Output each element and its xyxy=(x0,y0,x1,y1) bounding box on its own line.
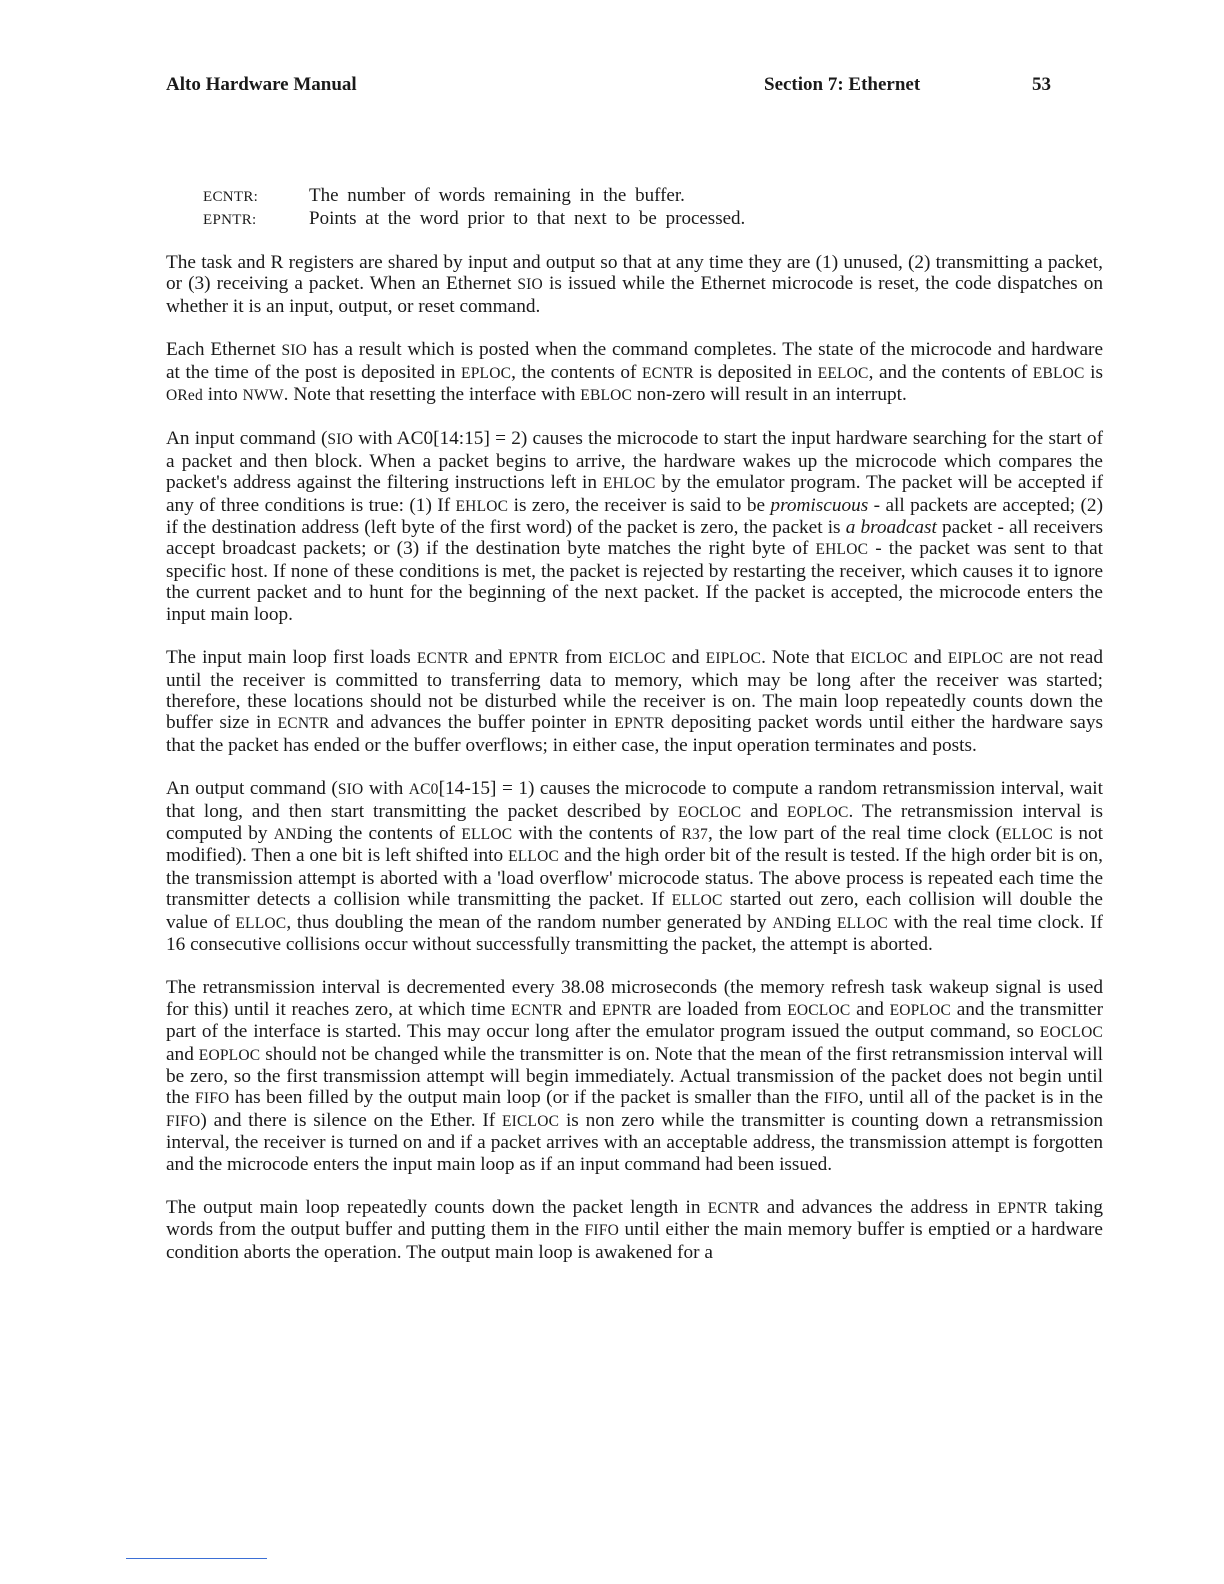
text-run: The input main loop first loads xyxy=(166,647,417,669)
text-run: Each Ethernet xyxy=(166,339,282,361)
keyword: FIFO xyxy=(824,1090,859,1108)
text-run: taking words from the output buffer and putting them in the xyxy=(166,1197,1104,1241)
text-run: with xyxy=(363,778,409,800)
keyword: EPLOC xyxy=(461,364,512,382)
paragraph-retransmission-interval xyxy=(166,977,1103,1175)
keyword: SIO xyxy=(281,342,308,360)
text-run: is not modified). Then a one bit is left shifted into xyxy=(166,822,1103,867)
manual-title: Alto Hardware Manual xyxy=(166,74,357,95)
definition-epntr xyxy=(203,208,745,231)
keyword: SIO xyxy=(327,431,353,449)
text-run: started out zero, each collision will double the value of xyxy=(166,889,1103,933)
text-run: and xyxy=(166,1043,199,1065)
text-run: and xyxy=(850,998,890,1020)
keyword: SIO xyxy=(517,276,543,294)
text-run: , the contents of xyxy=(511,361,642,383)
text-run: and xyxy=(741,800,788,822)
text-run: and the high order bit of the result is tested. If the high order bit is on, the transmission attempt is aborted with a 'load overflow' microcode status. The above process is repeated each time the transmitter detects a collision while transmitting the packet. If xyxy=(166,845,1103,911)
definition-term: ECNTR: xyxy=(203,189,259,205)
keyword: EPNTR xyxy=(601,1001,653,1019)
paragraph-sio-result xyxy=(166,339,1103,406)
text-run: An output command ( xyxy=(166,778,338,800)
keyword: AND xyxy=(772,914,807,932)
keyword: ELLOC xyxy=(508,848,560,866)
emphasis: promiscuous xyxy=(770,494,869,516)
keyword: SIO xyxy=(337,781,364,799)
text-run: is deposited in xyxy=(693,361,818,383)
text-run: has a result which is posted when the command completes. The state of the microcode and hardware at the time of the post is deposited in xyxy=(166,339,1103,383)
definition-term: EPNTR: xyxy=(203,212,257,228)
text-run: and xyxy=(907,647,948,669)
keyword: ELLOC xyxy=(235,914,287,932)
text-run: non-zero will result in an interrupt. xyxy=(632,384,907,406)
text-run: The output main loop repeatedly counts down the packet length in xyxy=(166,1197,708,1219)
page-number: 53 xyxy=(1032,74,1051,95)
keyword: EOPLOC xyxy=(198,1046,261,1064)
text-run: , until all of the packet is in the xyxy=(858,1087,1103,1109)
register-definitions xyxy=(203,185,745,231)
keyword: ECNTR xyxy=(510,1001,563,1019)
text-run: . The retransmission interval is computed by xyxy=(166,800,1103,844)
text-run: The task and R registers are shared by input and output so that at any time they are (1) unused, (2) transmitting a packet, or (3) receiving a packet. When an Ethernet xyxy=(166,252,1103,295)
keyword: ELLOC xyxy=(671,892,723,910)
definition-text: Points at the word prior to that next to be processed. xyxy=(309,208,746,229)
keyword: ECNTR xyxy=(416,650,469,668)
emphasis: a broadcast xyxy=(845,517,937,539)
text-run: and the transmitter part of the interface is started. This may occur long after the emulator program issued the output command, so xyxy=(166,998,1103,1043)
text-run: , the low part of the real time clock ( xyxy=(707,822,1003,844)
keyword: EHLOC xyxy=(455,497,509,515)
footnote-rule xyxy=(126,1558,267,1559)
keyword: R37 xyxy=(681,825,708,843)
text-run: . Note that xyxy=(761,647,851,669)
keyword: EOCLOC xyxy=(1039,1024,1103,1042)
keyword: EHLOC xyxy=(602,475,656,493)
keyword: EOPLOC xyxy=(889,1001,952,1019)
keyword: FIFO xyxy=(166,1112,201,1130)
text-run: ing xyxy=(806,911,837,933)
keyword: EPNTR xyxy=(614,715,665,733)
keyword: ELLOC xyxy=(836,914,888,932)
text-run: and advances the buffer pointer in xyxy=(329,712,615,734)
paragraph-output-command xyxy=(166,778,1103,955)
text-run: - the packet was sent to that specific host. If none of these conditions is met, the packet is rejected by restarting the receiver, which causes it to ignore the current packet and to hunt for the beginning of the next packet. If the packet is accepted, the microcode enters the input main loop. xyxy=(166,538,1103,625)
keyword: EBLOC xyxy=(1032,364,1085,382)
text-run: and xyxy=(665,647,706,669)
text-run: with the real time clock. If 16 consecutive collisions occur without successfully transmitting the packet, the attempt is aborted. xyxy=(166,911,1103,955)
keyword: ELLOC xyxy=(1002,825,1054,843)
text-run: ) and there is silence on the Ether. If xyxy=(200,1109,502,1131)
keyword: EICLOC xyxy=(608,650,666,668)
text-run: , and the contents of xyxy=(868,361,1033,383)
text-run: are not read until the receiver is committed to transferring data to memory, which may be long after the receiver was started; therefore, these locations should not be disturbed while the receiver is on. The main loop repeatedly counts down the buffer size in xyxy=(166,647,1103,734)
text-run: , thus doubling the mean of the random number generated by xyxy=(286,911,773,933)
keyword: EPNTR xyxy=(508,650,559,668)
text-run: is issued while the Ethernet microcode is reset, the code dispatches on whether it is an input, output, or reset command. xyxy=(166,273,1103,317)
definition-text: The number of words remaining in the buffer. xyxy=(309,185,685,206)
keyword: FIFO xyxy=(195,1090,230,1108)
keyword: AND xyxy=(273,825,308,843)
definition-ecntr xyxy=(203,185,745,208)
running-header xyxy=(166,74,1056,102)
keyword: EIPLOC xyxy=(947,650,1004,668)
keyword: EBLOC xyxy=(580,387,633,405)
paragraph-input-command xyxy=(166,428,1103,625)
text-run: and xyxy=(468,647,509,669)
text-run: should not be changed while the transmitter is on. Note that the mean of the first retransmission interval will be zero, so the first transmission attempt will begin immediately. Actual transmission of the packet does not begin until the xyxy=(166,1043,1103,1109)
text-run: packet - all receivers accept broadcast packets; or (3) if the destination byte matches the right byte of xyxy=(166,517,1103,560)
text-run: An input command ( xyxy=(166,428,328,450)
text-run: [14-15] = 1) causes the microcode to compute a random retransmission interval, wait that long, and then start transmitting the packet described by xyxy=(166,778,1104,822)
keyword: ORed xyxy=(166,387,203,405)
text-run: are loaded from xyxy=(652,998,788,1020)
text-run: depositing packet words until either the hardware says that the packet has ended or the buffer overflows; in either case, the input operation terminates and posts. xyxy=(166,712,1103,756)
keyword: ELLOC xyxy=(461,825,513,843)
text-run: into xyxy=(202,384,243,406)
text-run: ing the contents of xyxy=(307,822,462,844)
text-run: until either the main memory buffer is emptied or a hardware condition aborts the operation. The output main loop is awakened for a xyxy=(166,1219,1103,1263)
text-run: . Note that resetting the interface with xyxy=(283,384,581,406)
text-run: from xyxy=(558,647,609,669)
keyword: EOPLOC xyxy=(787,803,849,821)
keyword: ECNTR xyxy=(707,1200,760,1218)
text-run: is zero, the receiver is said to be xyxy=(508,494,771,516)
text-run: is xyxy=(1084,361,1103,383)
text-run: has been filled by the output main loop (or if the packet is smaller than the xyxy=(229,1087,825,1109)
text-run: with AC0[14:15] = 2) causes the microcode to start the input hardware searching for the start of a packet and then block. When a packet begins to arrive, the hardware wakes up the microcode which compares the packet's address against the filtering instructions left in xyxy=(166,428,1103,494)
keyword: EOCLOC xyxy=(678,803,742,821)
text-run: The retransmission interval is decremented every 38.08 microseconds (the memory refresh task wakeup signal is used for this) until it reaches zero, at which time xyxy=(166,977,1103,1020)
section-title: Section 7: Ethernet xyxy=(764,74,921,95)
keyword: FIFO xyxy=(584,1222,620,1240)
body-text xyxy=(166,252,1103,1285)
keyword: EELOC xyxy=(817,364,869,382)
text-run: by the emulator program. The packet will be accepted if any of three conditions is true: (1) If xyxy=(166,472,1103,516)
keyword: EPNTR xyxy=(997,1200,1048,1218)
keyword: EIPLOC xyxy=(705,650,762,668)
paragraph-output-main-loop xyxy=(166,1197,1103,1263)
text-run: - all packets are accepted; (2) if the destination address (left byte of the first word) of the packet is zero, the packet is xyxy=(166,494,1103,539)
keyword: NWW xyxy=(242,387,284,405)
text-run: with the contents of xyxy=(512,822,682,844)
keyword: EOCLOC xyxy=(787,1001,851,1019)
keyword: ECNTR xyxy=(277,715,330,733)
text-run: and advances the address in xyxy=(759,1197,998,1219)
text-run: and xyxy=(562,998,602,1020)
text-run: is non zero while the transmitter is counting down a retransmission interval, the receiver is turned on and if a packet arrives with an acceptable address, the transmission attempt is forgotten and the microcode enters the input main loop as if an input command had been issued. xyxy=(166,1109,1103,1175)
paragraph-registers-shared xyxy=(166,252,1103,317)
paragraph-input-main-loop xyxy=(166,647,1103,756)
keyword: AC0 xyxy=(408,781,439,799)
keyword: EICLOC xyxy=(501,1112,560,1130)
keyword: EICLOC xyxy=(850,650,908,668)
keyword: EHLOC xyxy=(815,541,869,559)
keyword: ECNTR xyxy=(641,364,694,382)
